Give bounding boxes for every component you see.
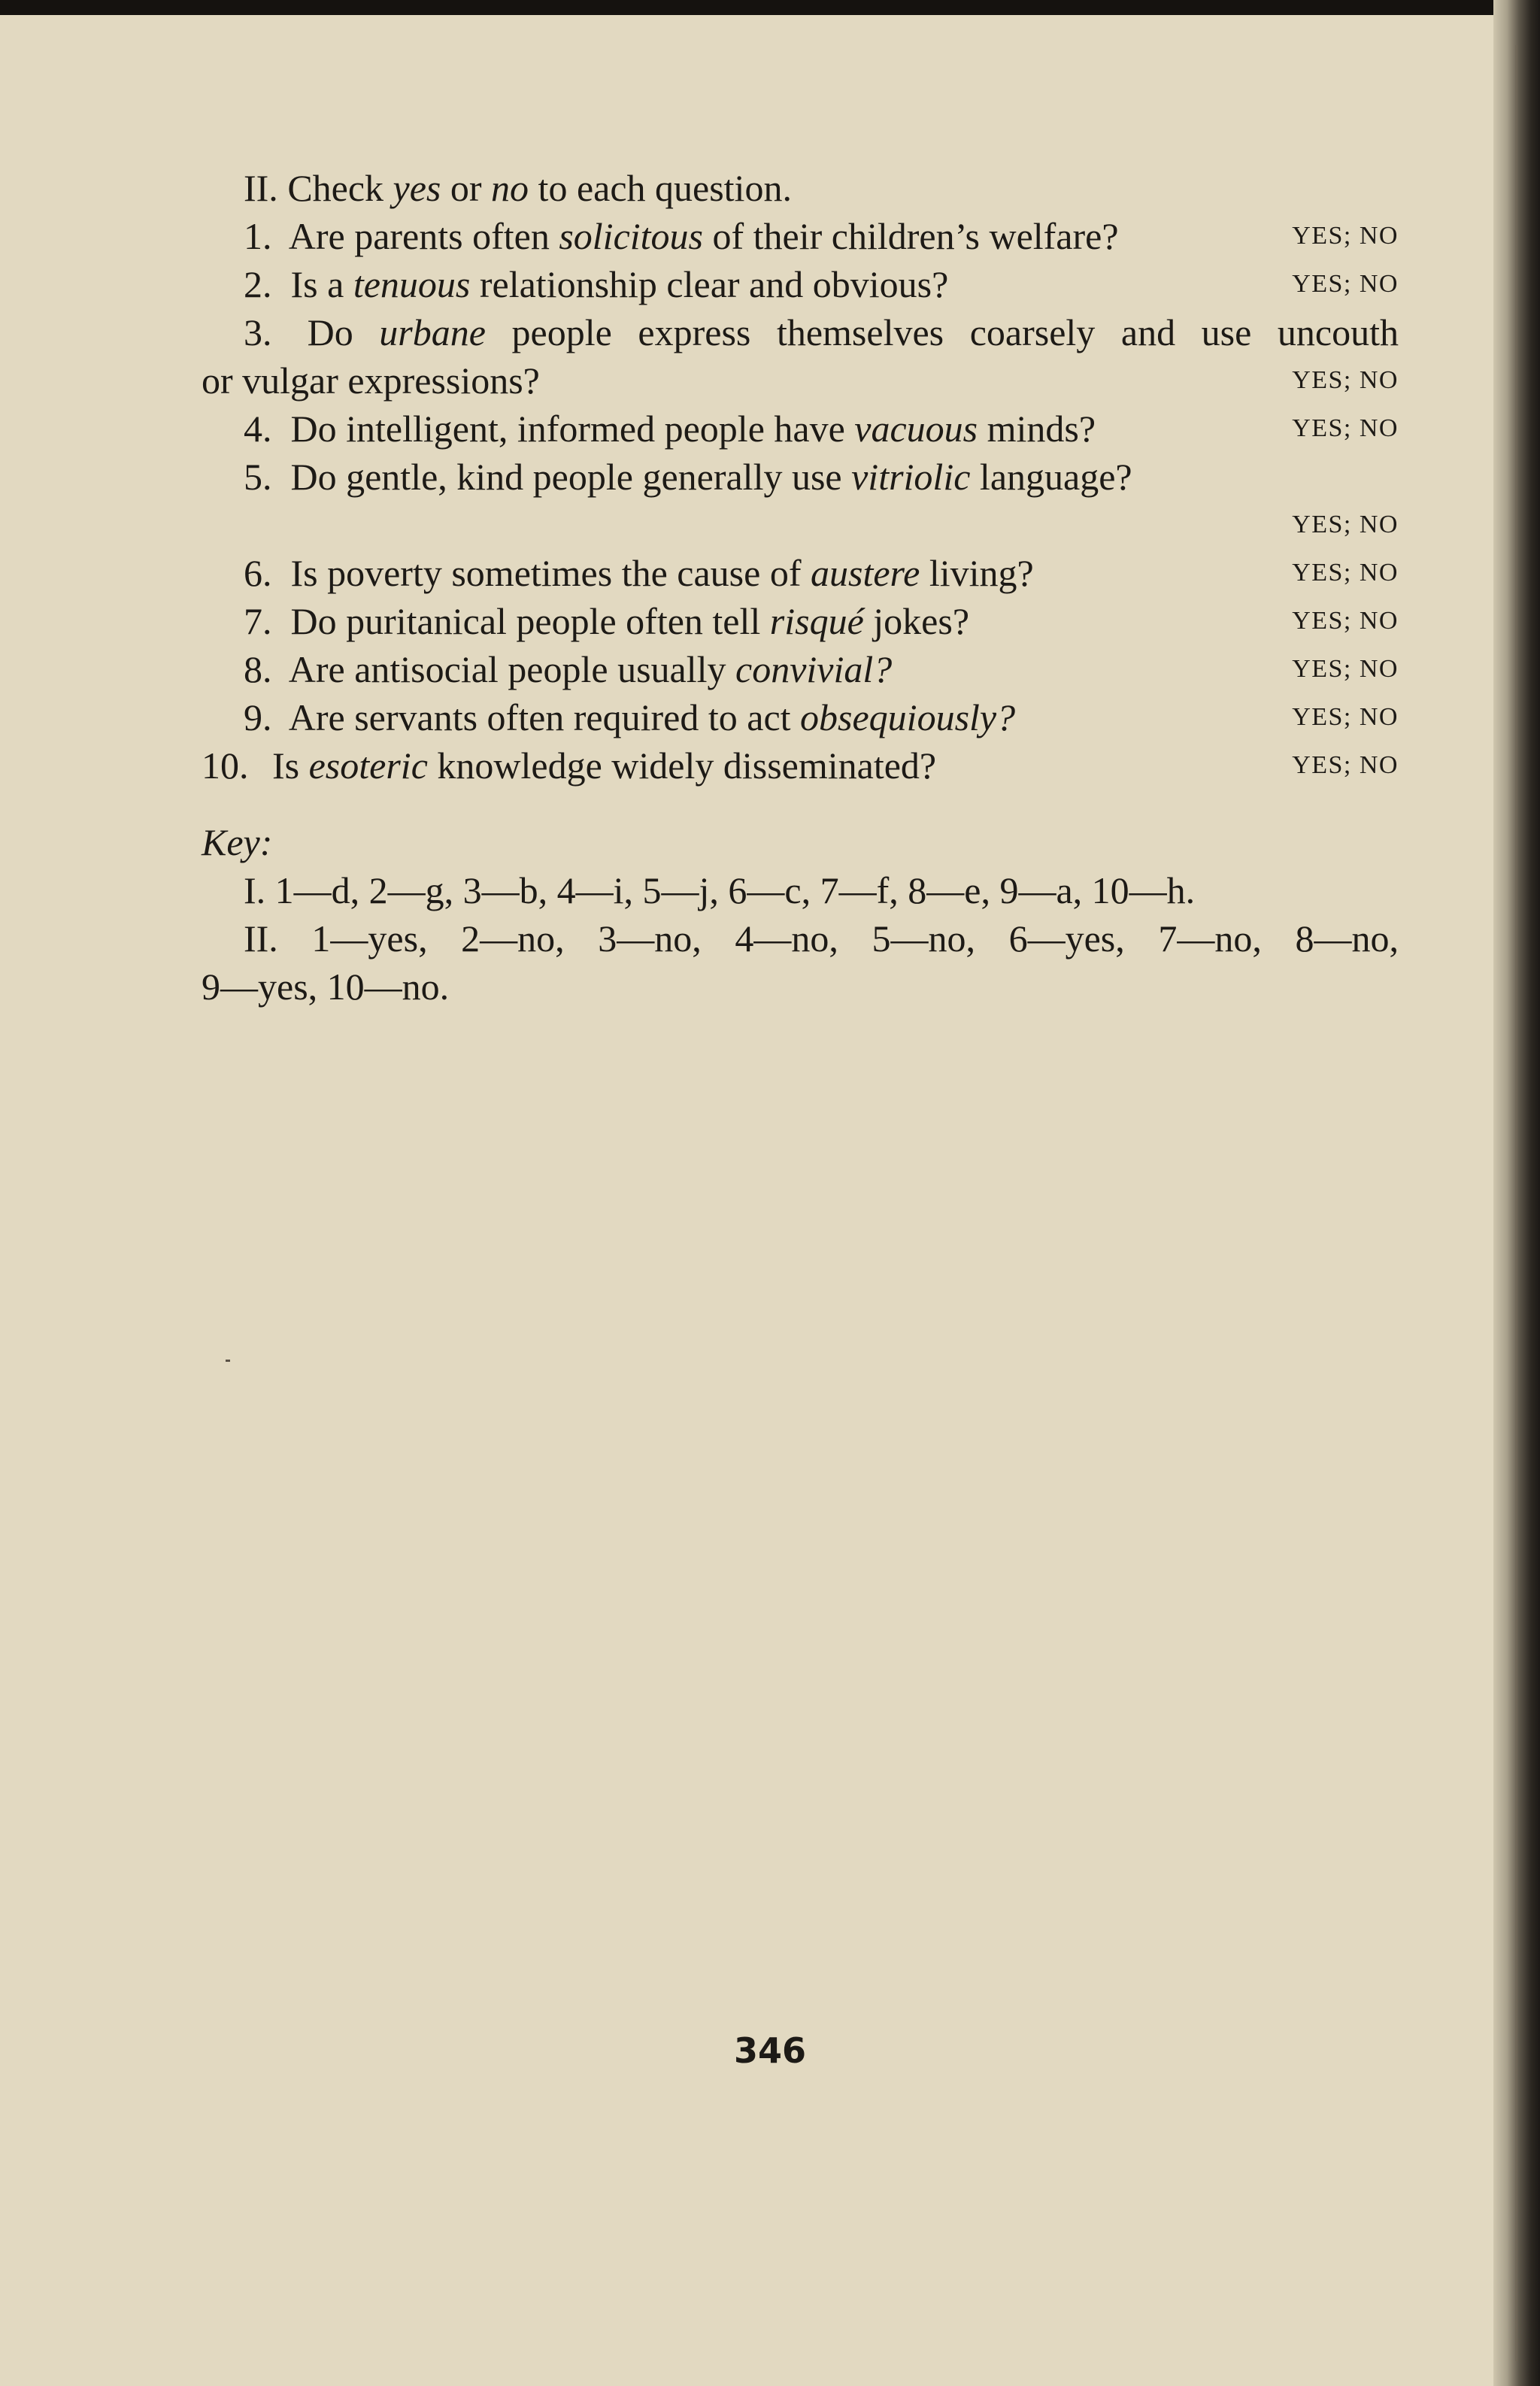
vocab-term: tenuous [353,263,471,305]
vocab-term: esoteric [308,744,428,787]
yes-no-choice: YES; NO [1292,366,1399,394]
vocab-term: vitriolic [851,456,971,498]
question-text: language? [970,456,1132,498]
question-text: Do intelligent, informed people have [290,408,855,450]
vocab-term: vacuous [854,408,978,450]
question-text: Are antisocial people usually [288,648,736,690]
question-text: Is [272,744,309,787]
question-number: 9. [244,696,272,738]
instruction-text: to each question. [529,167,792,209]
vocab-term: solicitous [559,215,704,257]
question-text: people express themselves coarsely and use uncouth [485,311,1399,353]
vocab-term: obsequiously? [800,696,1016,738]
yes-no-choice: YES; NO [1292,703,1399,731]
question-9 [202,693,1399,741]
question-text: Do gentle, kind people generally use [290,456,852,498]
yes-no-choice: YES; NO [1292,222,1399,250]
question-text: jokes? [863,600,970,642]
question-7 [202,597,1399,645]
question-3-continued [202,356,1399,405]
question-text: Is poverty sometimes the cause of [290,552,811,594]
exercise-instruction [202,164,1399,212]
page-top-edge [0,0,1540,15]
question-number: 4. [244,408,272,450]
question-text: Do [307,311,380,353]
vocab-term: risqué [769,600,864,642]
question-text: relationship clear and obvious? [470,263,949,305]
question-text: knowledge widely disseminated? [427,744,937,787]
answer-key-heading: Key: [202,821,273,863]
vocab-term: urbane [379,311,486,353]
question-number: 5. [244,456,272,498]
yes-no-choice: YES; NO [1292,511,1399,538]
question-number: 6. [244,552,272,594]
question-number: 1. [244,215,272,257]
instruction-yes-word: yes [393,167,441,209]
question-3 [202,308,1399,356]
exercise-section [202,164,1399,1011]
answer-key-line-1: I. 1—d, 2—g, 3—b, 4—i, 5—j, 6—c, 7—f, 8—e, 9—a, 10—h. [244,869,1196,911]
yes-no-choice: YES; NO [1292,607,1399,635]
yes-no-choice: YES; NO [1292,559,1399,587]
spine-crease [1515,45,1517,2361]
vocab-term: austere [810,552,920,594]
question-text: or vulgar expressions? [202,359,540,402]
section-numeral: II. [244,167,278,209]
question-text: Do puritanical people often tell [290,600,770,642]
question-text: minds? [978,408,1096,450]
answer-key-line-3: 9—yes, 10—no. [202,966,450,1008]
yes-no-choice: YES; NO [1292,270,1399,298]
question-text: Is a [290,263,353,305]
yes-no-choice: YES; NO [1292,414,1399,442]
question-text: Are servants often required to act [288,696,801,738]
question-5 [202,453,1399,501]
question-5-answer-line [202,501,1399,549]
question-text: of their children’s welfare? [703,215,1119,257]
page-number: 346 [733,2030,807,2071]
vocab-term: convivial? [735,648,893,690]
question-number: 7. [244,600,272,642]
question-text: Are parents often [288,215,559,257]
question-text: living? [920,552,1034,594]
question-1 [202,212,1399,260]
instruction-text: Check [287,167,393,209]
answer-key-line-2: II. 1—yes, 2—no, 3—no, 4—no, 5—no, 6—yes, 7—no, 8—no, [244,917,1399,960]
print-speck [226,1360,230,1362]
yes-no-choice: YES; NO [1292,655,1399,683]
instruction-no-word: no [491,167,529,209]
question-number: 2. [244,263,272,305]
question-2 [202,260,1399,308]
question-10 [202,741,1399,790]
question-8 [202,645,1399,693]
question-number: 3. [244,311,272,353]
question-number: 10. [202,744,249,787]
question-6 [202,549,1399,597]
instruction-text: or [441,167,492,209]
question-4 [202,405,1399,453]
yes-no-choice: YES; NO [1292,751,1399,779]
question-number: 8. [244,648,272,690]
